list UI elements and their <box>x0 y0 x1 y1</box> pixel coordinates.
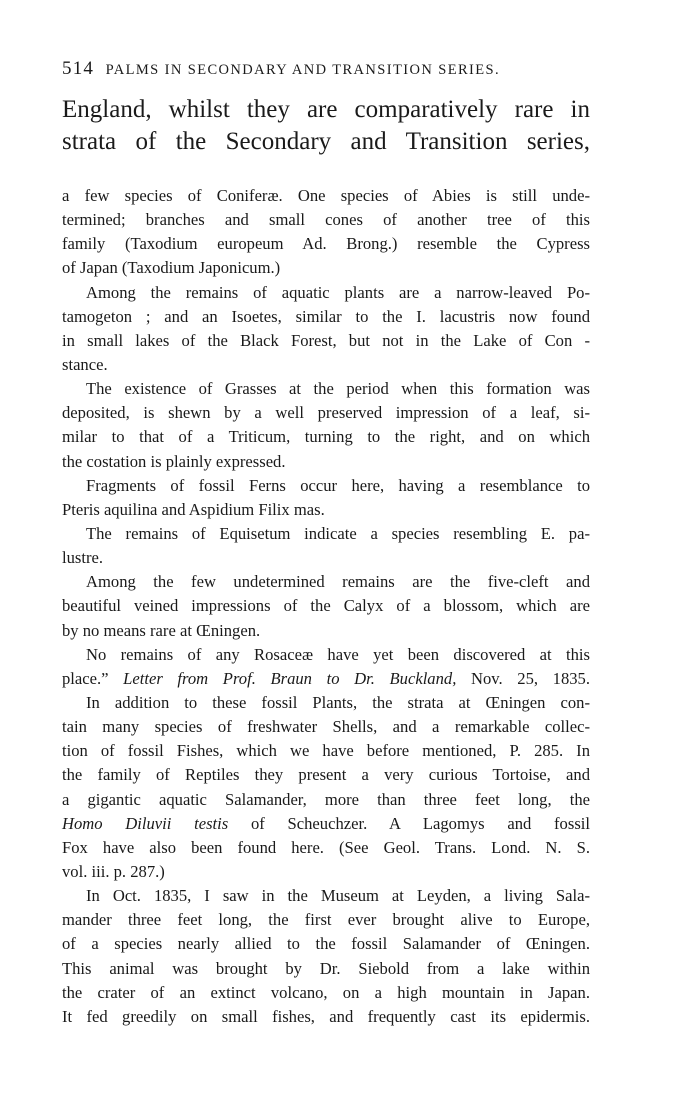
text-line: the crater of an extinct volcano, on a high mountain in Japan. <box>62 982 590 1002</box>
text-line: milar to that of a Triticum, turning to the right, and on which <box>62 427 590 447</box>
text-line: a gigantic aquatic Salamander, more than three feet long, the <box>62 789 590 809</box>
text-span: of Scheuchzer. A Lagomys and fossil <box>228 813 590 833</box>
text-line: Pteris aquilina and Aspidium Filix mas. <box>62 499 325 519</box>
body-text <box>62 184 590 1029</box>
text-line: It fed greedily on small fishes, and frequently cast its epidermis. <box>62 1006 590 1026</box>
text-line: No remains of any Rosaceæ have yet been discovered at this <box>86 644 590 664</box>
text-line: beautiful veined impressions of the Calyx of a blossom, which are <box>62 596 590 616</box>
text-line: tamogeton ; and an Isoetes, similar to the I. lacustris now found <box>62 306 590 326</box>
text-line: Fox have also been found here. (See Geol. Trans. Lond. N. S. <box>62 837 590 857</box>
text-line: in small lakes of the Black Forest, but not in the Lake of Con - <box>62 330 590 350</box>
page-number: 514 <box>62 58 95 79</box>
text-line: In Oct. 1835, I saw in the Museum at Leyden, a living Sala- <box>86 886 590 906</box>
text-line: of Japan (Taxodium Japonicum.) <box>62 258 281 278</box>
italic-text: Letter from Prof. Braun to Dr. Buckland, <box>123 668 457 688</box>
text-line: tion of fossil Fishes, which we have before mentioned, P. 285. In <box>62 741 590 761</box>
text-span: place.” <box>62 668 124 688</box>
text-line <box>62 812 590 836</box>
text-line: deposited, is shewn by a well preserved impression of a leaf, si- <box>62 403 590 423</box>
text-line: mander three feet long, the first ever brought alive to Europe, <box>62 910 590 930</box>
text-line: the costation is plainly expressed. <box>62 451 286 471</box>
text-line: In addition to these fossil Plants, the strata at Œningen con- <box>86 692 590 712</box>
text-line <box>62 667 590 691</box>
text-line: Fragments of fossil Ferns occur here, having a resemblance to <box>86 475 590 495</box>
text-line: by no means rare at Œningen. <box>62 620 261 640</box>
text-line: of a species nearly allied to the fossil Salamander of Œningen. <box>62 934 590 954</box>
running-title: PALMS IN SECONDARY AND TRANSITION SERIES. <box>105 62 501 78</box>
lead-line: England, whilst they are comparatively rare in <box>62 96 590 123</box>
text-line: vol. iii. p. 287.) <box>62 861 165 881</box>
text-line: termined; branches and small cones of another tree of this <box>62 210 590 230</box>
running-header <box>62 58 622 80</box>
text-line: a few species of Coniferæ. One species of Abies is still unde- <box>62 186 590 205</box>
lead-text <box>62 94 590 158</box>
text-span: Nov. 25, 1835. <box>456 668 591 688</box>
text-line: This animal was brought by Dr. Siebold from a lake within <box>62 958 590 978</box>
text-line: tain many species of freshwater Shells, and a remarkable collec- <box>62 717 590 737</box>
text-line: stance. <box>62 354 108 374</box>
lead-line: strata of the Secondary and Transition series, <box>62 128 590 155</box>
text-line: Among the few undetermined remains are the five-cleft and <box>86 572 590 592</box>
text-line: lustre. <box>62 548 104 568</box>
text-line: family (Taxodium europeum Ad. Brong.) resemble the Cypress <box>62 234 590 254</box>
text-line: the family of Reptiles they present a very curious Tortoise, and <box>62 765 590 785</box>
text-line: Among the remains of aquatic plants are a narrow-leaved Po- <box>86 282 590 302</box>
text-line: The existence of Grasses at the period when this formation was <box>86 379 590 399</box>
text-line: The remains of Equisetum indicate a species resembling E. pa- <box>86 523 590 543</box>
italic-text: Homo Diluvii testis <box>62 813 229 833</box>
